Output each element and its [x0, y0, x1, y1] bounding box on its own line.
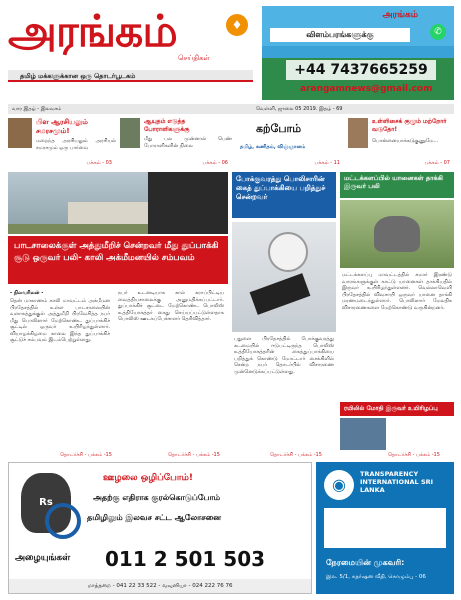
teaser-4-page: பக்கம் - 07 [424, 160, 450, 166]
ad-line-1: ஊழலை ஒழிப்போம்! [103, 473, 193, 483]
ad-call-label: அழையுங்கள் [15, 553, 71, 563]
dateline-right: வெள்ளி, ஜுலை 05 2019. இதழ் - 69 [256, 106, 343, 112]
masthead [8, 8, 256, 68]
logo-lamp-icon: ♦ [226, 14, 248, 36]
tagline-bar [8, 70, 253, 82]
ad-offices: மாத்தறை - 041 22 33 522 - வவுனியா - 024 222 76 76 [9, 579, 311, 593]
teaser-4-title: உள்ளிசைக் குழும் மற்றோர் வடுதோ! [372, 118, 447, 133]
money-bag-icon: Rs [21, 473, 71, 533]
mid-cont: தொடர்ச்சி - பக்கம் -15 [270, 452, 322, 458]
tisl-address: இல. 5/1, சுதர்ஷன வீதி, கொழும்பு - 06 [326, 574, 426, 580]
right-headline [340, 172, 454, 198]
masthead-title: அரங்கம் [8, 6, 177, 57]
lead-headline [8, 236, 228, 284]
dateline [8, 104, 454, 114]
ad-text: விளம்பரங்களுக்கு [270, 28, 410, 42]
right-cont: தொடர்ச்சி - பக்கம் -15 [388, 452, 440, 458]
ad-email[interactable]: arangamnews@gmail.com [300, 84, 433, 94]
right-headline-text: மட்டக்களப்பில் யானைகள் தாக்கி இருவர் பலி [344, 174, 444, 190]
karpom-logo: கற்போம் [256, 122, 302, 135]
tagline: தமிழ் மக்களுக்கான ஒரு தொடர்பூடகம் [20, 72, 136, 80]
tisl-org: TRANSPARENCY INTERNATIONAL SRI LANKA [360, 470, 434, 494]
masthead-subtitle: செய்திகள் [178, 54, 210, 62]
train-photo [340, 418, 386, 450]
lead-headline-text: பாடசாலைக்குள் அத்துமீறிச் சென்றவர் மீது துப்பாக்கி சூடு ஒருவர் பலி- காலி அக்மீமனயில் சம்பவம் [14, 241, 219, 263]
tisl-visit: நேரமையின் முகவரி: [326, 558, 405, 567]
right-headline-2-text: ரயிலில் மோதி இருவர் உயிரிழப்பு [344, 405, 438, 412]
mid-headline [232, 172, 336, 218]
teaser-1-page: பக்கம் - 03 [86, 160, 112, 166]
right-body: மட்டக்களப்பு மாவட்டத்தில் சுமார் இரண்டு வாரங்களுக்குள் காட்டு யானைகள் தாக்கியதில் இருவர் உயிரிழந்துள்ளனர். வெல்லாவெளி பிரதேசத்தில் விவசாயி ஒருவர் யானை தாக்கி மரணமடைந்துள்ளார். பொலிஸார் மேலதிக விசாரணைகளை மேற்கொண்டு வருகின்றனர். [342, 272, 452, 311]
teaser-3-page: பக்கம் - 11 [314, 160, 340, 166]
mid-body: பதுளை பிரதேசத்தில் போக்குவரத்து கடமையில் ஈடுபட்டிருந்த பொலிஸ் உத்தியோகத்தரின் கைத்துப்பாக்கியை பறித்துக் கொண்டு மோட்டார் சைக்கிளில் சென்ற நபர் தொடர்பில் விசாரணை முன்னெடுக்கப்பட்டுள்ளது. [234, 336, 334, 375]
ad-phone: +44 7437665259 [286, 60, 436, 80]
anticorruption-ad[interactable] [8, 462, 312, 594]
teaser-1-text: மறைந்த அரசியலும் அரசியல் சமரசமும் ஒரு பார்வை [36, 138, 116, 151]
elephant-photo [340, 200, 454, 268]
magnifier-icon [45, 503, 81, 539]
lead-body: தென் மாகாணம் காலி மாவட்டம் அக்மீமன பிரதேசத்தில் உள்ள பாடசாலையின் வளாகத்துக்குள் அத்துமீறி பிரவேசித்த நபர் மீது பொலிஸார் மேற்கொண்ட துப்பாக்கிச் சூட்டில் ஒருவர் உயிரிழந்துள்ளார். வியாழக்கிழமை காலை இந்த துப்பாக்கிச் சூட்டுச் சம்பவம் இடம்பெற்றுள்ளது. [10, 298, 110, 343]
teaser-3[interactable] [236, 118, 344, 168]
mid-photo [232, 222, 336, 332]
lead-cont-2: தொடர்ச்சி - பக்கம் -15 [168, 452, 220, 458]
teaser-2-text: மீது பல முன்னால் பெண் போராளிகளின் நிலை [144, 136, 232, 149]
lead-col2: நபர் உடனடியாக கால் கராப்பிட்டிய வைத்தியசாலைக்கு அனுமதிக்கப்பட்டார். துப்பாக்கிச் சூட்டை மேற்கொண்ட பொலிஸ் உத்தியோகத்தர் கைது செய்யப்பட்டுள்ளதாக பொலிஸ் ஊடகப்பேச்சாளர் தெரிவித்தார். [118, 290, 224, 322]
teaser-2[interactable] [120, 118, 232, 168]
mid-headline-text: போக்குவரத்து பொலிசாரின் கைத் துப்பாக்கியை பறித்துச் சென்றவர் [236, 175, 326, 201]
dateline-left: வார இதழ் - இலவசம் [12, 106, 62, 112]
whatsapp-icon: ✆ [430, 24, 446, 40]
ad-line-2: அதற்கு எதிராக குரல்கொடுப்போம் [93, 493, 221, 502]
ad-hotline[interactable]: 011 2 501 503 [105, 547, 266, 571]
teaser-4-text: பொன்னையாக்கடுகுணுமே... [372, 138, 439, 144]
lead-cont-1: தொடர்ச்சி - பக்கம் -15 [60, 452, 112, 458]
teaser-1-title: பிள ஆரசியலும் சமரசமும்! [36, 118, 88, 135]
ad-brand: அரங்கம் [382, 10, 418, 20]
gun-photo [148, 172, 228, 234]
right-headline-2 [340, 402, 454, 416]
teaser-2-title: ஆயுதம் எடுத்த போராளிகளுக்கு [144, 118, 190, 133]
teaser-4[interactable] [348, 118, 454, 168]
ad-line-3: தமிழிலும் இலவச சட்ட ஆலோசனை [87, 513, 222, 522]
lead-byline: - நிலவரிலன் - [10, 290, 44, 296]
teaser-3-sub: தமிழ், கணிதம், விஞ்ஞானம் [240, 144, 306, 150]
tisl-ad[interactable] [316, 462, 454, 594]
top-advertisement[interactable] [262, 6, 454, 100]
globe-icon: ◉ [324, 470, 354, 500]
teaser-2-page: பக்கம் - 06 [202, 160, 228, 166]
teaser-1[interactable] [8, 118, 116, 168]
